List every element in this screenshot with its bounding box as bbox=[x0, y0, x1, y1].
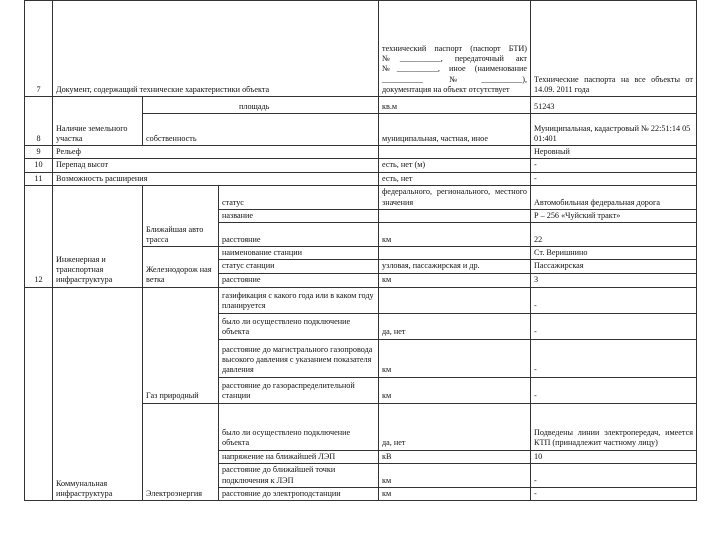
value-cell: Р – 256 «Чуйский тракт» bbox=[531, 209, 697, 222]
row-label: расстояние bbox=[219, 223, 379, 247]
value-cell: Неровный bbox=[531, 146, 697, 159]
unit-cell bbox=[379, 247, 531, 260]
value-cell: - bbox=[531, 313, 697, 339]
unit-cell: федерального, регионального, местного значения bbox=[379, 185, 531, 209]
empty-number-cell bbox=[25, 287, 53, 501]
value-cell: 3 bbox=[531, 273, 697, 287]
row-label: Перепад высот bbox=[53, 159, 379, 172]
table-row bbox=[25, 1, 697, 97]
row-label: было ли осуществлено подключение объекта bbox=[219, 313, 379, 339]
unit-cell: да, нет bbox=[379, 403, 531, 450]
row-label: Документ, содержащий технические характеристики объекта bbox=[53, 1, 379, 97]
row-label: расстояние до магистрального газопровода высокого давления с указанием показателя давления bbox=[219, 339, 379, 377]
table-row bbox=[25, 287, 697, 313]
row-number: 11 bbox=[25, 172, 53, 185]
unit-cell: км bbox=[379, 487, 531, 500]
group-label: Коммунальная инфраструктура bbox=[53, 287, 143, 501]
unit-cell bbox=[379, 146, 531, 159]
unit-cell: км bbox=[379, 339, 531, 377]
row-label: собственность bbox=[143, 114, 379, 146]
row-label: расстояние до газораспределительной станции bbox=[219, 377, 379, 403]
unit-cell: да, нет bbox=[379, 313, 531, 339]
unit-cell: муниципальная, частная, иное bbox=[379, 114, 531, 146]
row-label: площадь bbox=[143, 97, 379, 114]
unit-cell: км bbox=[379, 463, 531, 487]
value-cell: - bbox=[531, 172, 697, 185]
row-number: 8 bbox=[25, 97, 53, 146]
row-number: 12 bbox=[25, 185, 53, 287]
row-label: наименование станции bbox=[219, 247, 379, 260]
value-cell: 51243 bbox=[531, 97, 697, 114]
table-row bbox=[25, 97, 697, 114]
value-cell: Муниципальная, кадастровый № 22:51:14 05 01:401 bbox=[531, 114, 697, 146]
row-label: Возможность расширения bbox=[53, 172, 379, 185]
value-cell: - bbox=[531, 287, 697, 313]
row-number: 10 bbox=[25, 159, 53, 172]
unit-cell: есть, нет bbox=[379, 172, 531, 185]
group-label: Наличие земельного участка bbox=[53, 97, 143, 146]
row-label: статус bbox=[219, 185, 379, 209]
value-cell: Технические паспорта на все объекты от 14.09. 2011 года bbox=[531, 1, 697, 97]
row-label: напряжение на ближайшей ЛЭП bbox=[219, 450, 379, 463]
row-label: расстояние bbox=[219, 273, 379, 287]
unit-cell bbox=[379, 287, 531, 313]
subgroup-label: Ближайшая авто трасса bbox=[143, 185, 219, 246]
unit-cell: технический паспорт (паспорт БТИ) №__________, передаточный акт №__________, иное (наименование __________ №__________), документация на объект отсутствует bbox=[379, 1, 531, 97]
subgroup-label: Электроэнергия bbox=[143, 403, 219, 501]
value-cell: - bbox=[531, 159, 697, 172]
unit-cell: есть, нет (м) bbox=[379, 159, 531, 172]
row-number: 7 bbox=[25, 1, 53, 97]
value-cell: Автомобильная федеральная дорога bbox=[531, 185, 697, 209]
unit-cell: км bbox=[379, 223, 531, 247]
row-label: статус станции bbox=[219, 260, 379, 273]
value-cell: Ст. Веришнино bbox=[531, 247, 697, 260]
value-cell: 10 bbox=[531, 450, 697, 463]
table-row bbox=[25, 159, 697, 172]
table-row bbox=[25, 185, 697, 209]
group-label: Инженерная и транспортная инфраструктура bbox=[53, 185, 143, 287]
value-cell: - bbox=[531, 487, 697, 500]
value-cell: - bbox=[531, 463, 697, 487]
subgroup-label: Газ природный bbox=[143, 287, 219, 403]
subgroup-label: Железнодорож ная ветка bbox=[143, 247, 219, 288]
value-cell: - bbox=[531, 377, 697, 403]
unit-cell bbox=[379, 209, 531, 222]
row-label: Рельеф bbox=[53, 146, 379, 159]
row-label: расстояние до электроподстанции bbox=[219, 487, 379, 500]
unit-cell: узловая, пассажирская и др. bbox=[379, 260, 531, 273]
row-label: расстояние до ближайшей точки подключения к ЛЭП bbox=[219, 463, 379, 487]
unit-cell: км bbox=[379, 273, 531, 287]
row-number: 9 bbox=[25, 146, 53, 159]
unit-cell: кВ bbox=[379, 450, 531, 463]
value-cell: - bbox=[531, 339, 697, 377]
row-label: газификация с какого года или в каком году планируется bbox=[219, 287, 379, 313]
unit-cell: км bbox=[379, 377, 531, 403]
table-row bbox=[25, 146, 697, 159]
row-label: название bbox=[219, 209, 379, 222]
value-cell: Подведены линии электропередач, имеется КТП (принадлежит частному лицу) bbox=[531, 403, 697, 450]
unit-cell: кв.м bbox=[379, 97, 531, 114]
value-cell: Пассажирская bbox=[531, 260, 697, 273]
value-cell: 22 bbox=[531, 223, 697, 247]
object-characteristics-table bbox=[24, 0, 697, 501]
row-label: было ли осуществлено подключение объекта bbox=[219, 403, 379, 450]
table-row bbox=[25, 172, 697, 185]
